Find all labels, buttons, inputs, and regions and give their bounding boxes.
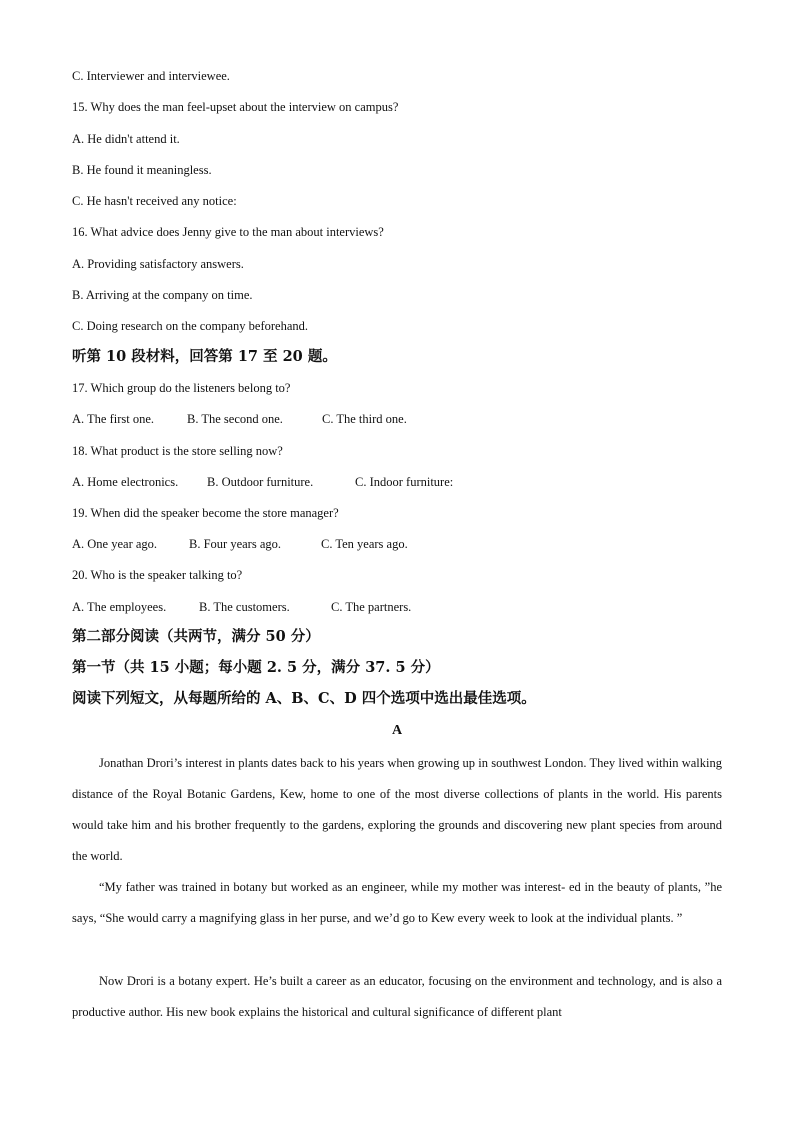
q19-option-b: B. Four years ago. — [189, 537, 281, 551]
q15-option-c: C. He hasn't received any notice: — [72, 194, 237, 208]
q19-question: 19. When did the speaker become the store manager? — [72, 506, 339, 520]
q15-question: 15. Why does the man feel-upset about the interview on campus? — [72, 100, 399, 114]
q17-question: 17. Which group do the listeners belong to? — [72, 381, 291, 395]
q19-option-a: A. One year ago. — [72, 537, 158, 551]
q15-option-a: A. He didn't attend it. — [72, 132, 180, 146]
q14-option-c: C. Interviewer and interviewee. — [72, 69, 230, 83]
q18-option-c: C. Indoor furniture: — [355, 475, 454, 489]
q16-question: 16. What advice does Jenny give to the man about interviews? — [72, 225, 384, 239]
q17-option-c: C. The third one. — [322, 412, 407, 426]
q19-option-c: C. Ten years ago. — [321, 537, 408, 551]
q18-question: 18. What product is the store selling now? — [72, 444, 283, 458]
q18-option-b: B. Outdoor furniture. — [207, 475, 314, 489]
q17-options — [72, 411, 407, 427]
reading-part-heading: 第二部分阅读（共两节，满分 50 分） — [72, 628, 320, 645]
passage-paragraph-3: Now Drori is a botany expert. He’s built a career as an educator, focusing on the environment and technology, and is also a productive author. His new book explains the historical and cultural significance of different plant — [72, 974, 722, 1019]
q17-option-a: A. The first one. — [72, 412, 155, 426]
q19-options — [72, 536, 408, 552]
q20-options — [72, 599, 411, 615]
q16-option-a: A. Providing satisfactory answers. — [72, 257, 244, 271]
passage-paragraph-1: Jonathan Drori’s interest in plants dates back to his years when growing up in southwest London. They lived within walking distance of the Royal Botanic Gardens, Kew, home to one of the most diverse collections of plants in the world. His parents would take him and his brother frequently to the gardens, exploring the grounds and discovering new plant species from around the world. — [72, 756, 722, 863]
q16-option-c: C. Doing research on the company beforehand. — [72, 319, 309, 333]
section10-heading: 听第 10 段材料，回答第 17 至 20 题。 — [72, 348, 337, 365]
reading-instruction: 阅读下列短文，从每题所给的 A、B、C、D 四个选项中选出最佳选项。 — [72, 690, 536, 707]
q17-option-b: B. The second one. — [187, 412, 283, 426]
q20-option-b: B. The customers. — [199, 600, 290, 614]
q15-option-b: B. He found it meaningless. — [72, 163, 212, 177]
passage-label: A — [391, 723, 403, 738]
q18-option-a: A. Home electronics. — [72, 475, 179, 489]
passage-paragraph-2: “My father was trained in botany but worked as an engineer, while my mother was interest- ed in the beauty of plants, ”he says, “She would carry a magnifying glass in her purse, and we’d go to Kew every week to look at the individual plants. ” — [72, 880, 722, 925]
q20-question: 20. Who is the speaker talking to? — [72, 568, 243, 582]
q20-option-c: C. The partners. — [331, 600, 412, 614]
reading-section-heading: 第一节（共 15 小题；每小题 2. 5 分，满分 37. 5 分） — [72, 659, 440, 676]
q18-options — [72, 474, 453, 490]
q16-option-b: B. Arriving at the company on time. — [72, 288, 253, 302]
q20-option-a: A. The employees. — [72, 600, 167, 614]
